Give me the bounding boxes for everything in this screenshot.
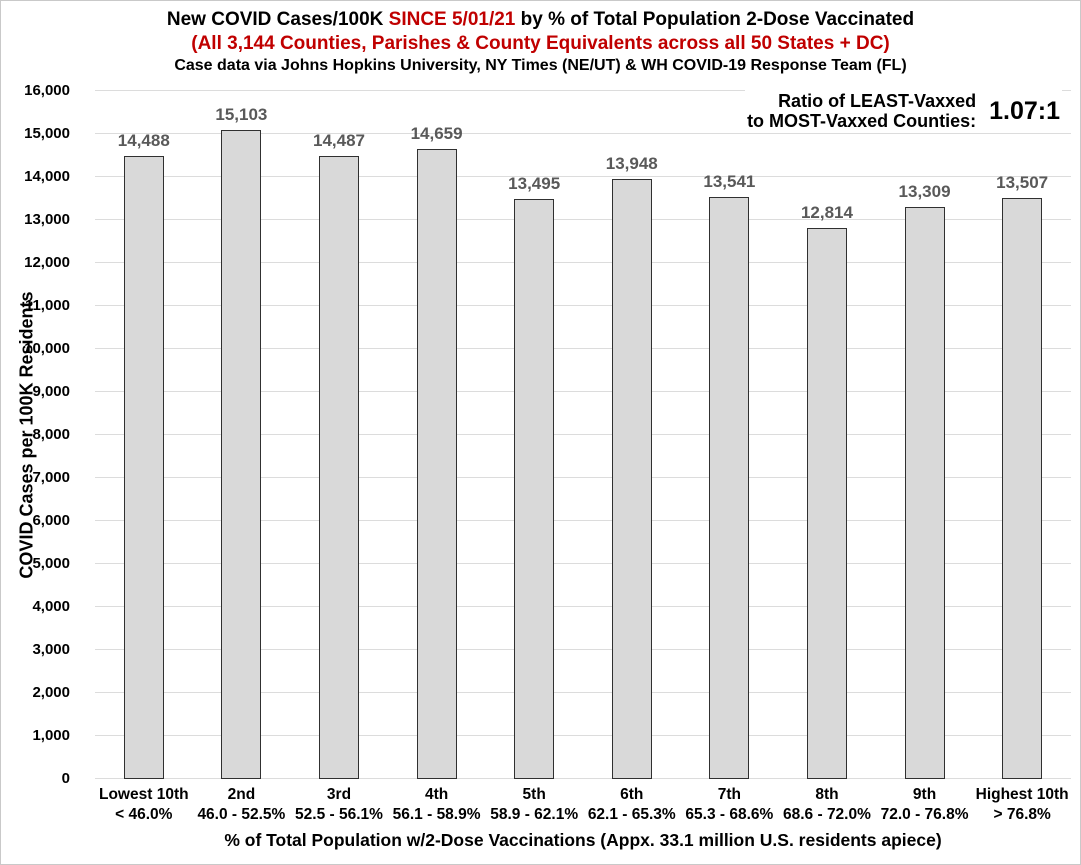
bar-value-label: 14,487 [312,131,365,150]
bar-value-label: 14,659 [410,124,463,143]
x-tick-range: 62.1 - 65.3% [587,806,676,823]
y-axis-title: COVID Cases per 100K Residents [16,291,37,579]
bar [417,149,457,779]
y-tick-label: 14,000 [24,168,70,185]
bar [124,156,164,779]
x-tick-range: 68.6 - 72.0% [783,806,871,823]
x-tick-decile: 9th [912,786,937,803]
bar-value-label: 12,814 [800,203,853,222]
y-tick-label: 0 [61,770,70,787]
x-axis-title: % of Total Population w/2-Dose Vaccinations (Appx. 33.1 million U.S. residents apiece) [224,830,942,850]
bar-column [193,91,291,779]
chart-source-note: Case data via Johns Hopkins University, NY Times (NE/UT) & WH COVID-19 Response Team (FL) [174,57,907,74]
y-tick-label: 6,000 [32,512,70,529]
y-tick-label: 12,000 [24,254,70,271]
x-tick-label [876,785,974,825]
x-tick-decile: 7th [717,786,741,803]
x-tick-label [778,785,876,825]
bar [221,130,261,779]
y-tick-label: 2,000 [32,684,70,701]
chart-header [1,8,1080,77]
bar-column [388,91,486,779]
y-tick-label: 16,000 [24,82,70,99]
y-tick-label: 9,000 [32,383,70,400]
bar-value-label: 13,309 [898,182,951,201]
x-tick-label [95,785,193,825]
bar-value-label: 15,103 [215,105,268,124]
x-axis-labels [95,785,1071,825]
x-tick-range: > 76.8% [993,806,1051,823]
x-tick-label [193,785,291,825]
bar-column [485,91,583,779]
y-tick-label: 1,000 [32,727,70,744]
x-tick-label [583,785,681,825]
y-axis-labels [1,82,83,787]
x-tick-range: < 46.0% [115,806,173,823]
chart-subtitle: (All 3,144 Counties, Parishes & County Equivalents across all 50 States + DC) [191,33,890,54]
bar-value-label: 13,541 [703,172,756,191]
x-tick-label [973,785,1071,825]
x-tick-label [485,785,583,825]
bar-column [973,91,1071,779]
y-tick-label: 10,000 [24,340,70,357]
x-tick-range: 72.0 - 76.8% [880,806,969,823]
y-tick-label: 13,000 [24,211,70,228]
x-tick-label [388,785,486,825]
ratio-annotation [745,90,1062,132]
x-tick-decile: 4th [424,786,449,803]
chart-title [1,8,1080,32]
ratio-annotation-label [747,91,976,131]
bar-value-label: 13,948 [605,154,658,173]
y-tick-label: 7,000 [32,469,70,486]
x-tick-range: 65.3 - 68.6% [685,806,774,823]
bar [612,179,652,779]
bar-column [583,91,681,779]
ratio-annotation-label-line1: Ratio of LEAST-Vaxxed [778,91,977,111]
x-tick-decile: 3rd [326,786,352,803]
bar-column [876,91,974,779]
x-tick-range: 56.1 - 58.9% [392,806,481,823]
bar-column [290,91,388,779]
bar-value-label: 13,507 [996,173,1049,192]
y-tick-label: 8,000 [32,426,70,443]
x-tick-decile: Lowest 10th [99,786,189,803]
bar-column [681,91,779,779]
chart-title-part2: by % of Total Population 2-Dose Vaccinated [515,9,915,30]
ratio-annotation-value: 1.07:1 [989,97,1060,125]
plot-area [95,91,1071,779]
y-tick-label: 11,000 [24,297,70,314]
x-tick-range: 52.5 - 56.1% [295,806,383,823]
x-tick-decile: 8th [815,786,839,803]
ratio-annotation-label-line2: to MOST-Vaxxed Counties: [747,111,977,131]
y-tick-label: 4,000 [32,598,70,615]
chart-title-highlight: SINCE 5/01/21 [388,9,516,30]
bar-column [778,91,876,779]
bar [514,199,554,779]
bars-container [95,91,1071,779]
y-tick-label: 3,000 [32,641,70,658]
bar [807,228,847,779]
bar [709,197,749,779]
x-tick-range: 58.9 - 62.1% [490,806,579,823]
x-tick-label [681,785,779,825]
bar [1002,198,1042,779]
bar-value-label: 13,495 [508,174,561,193]
bar [319,156,359,779]
x-tick-label [290,785,388,825]
bar [905,207,945,779]
x-tick-decile: 5th [522,786,546,803]
x-tick-range: 46.0 - 52.5% [197,806,286,823]
bar-value-label: 14,488 [117,131,170,150]
x-tick-decile: Highest 10th [975,786,1069,803]
bar-column [95,91,193,779]
x-tick-decile: 2nd [227,786,256,803]
chart-title-part1: New COVID Cases/100K [166,9,389,30]
y-tick-label: 5,000 [32,555,70,572]
x-tick-decile: 6th [620,786,644,803]
y-tick-label: 15,000 [24,125,70,142]
